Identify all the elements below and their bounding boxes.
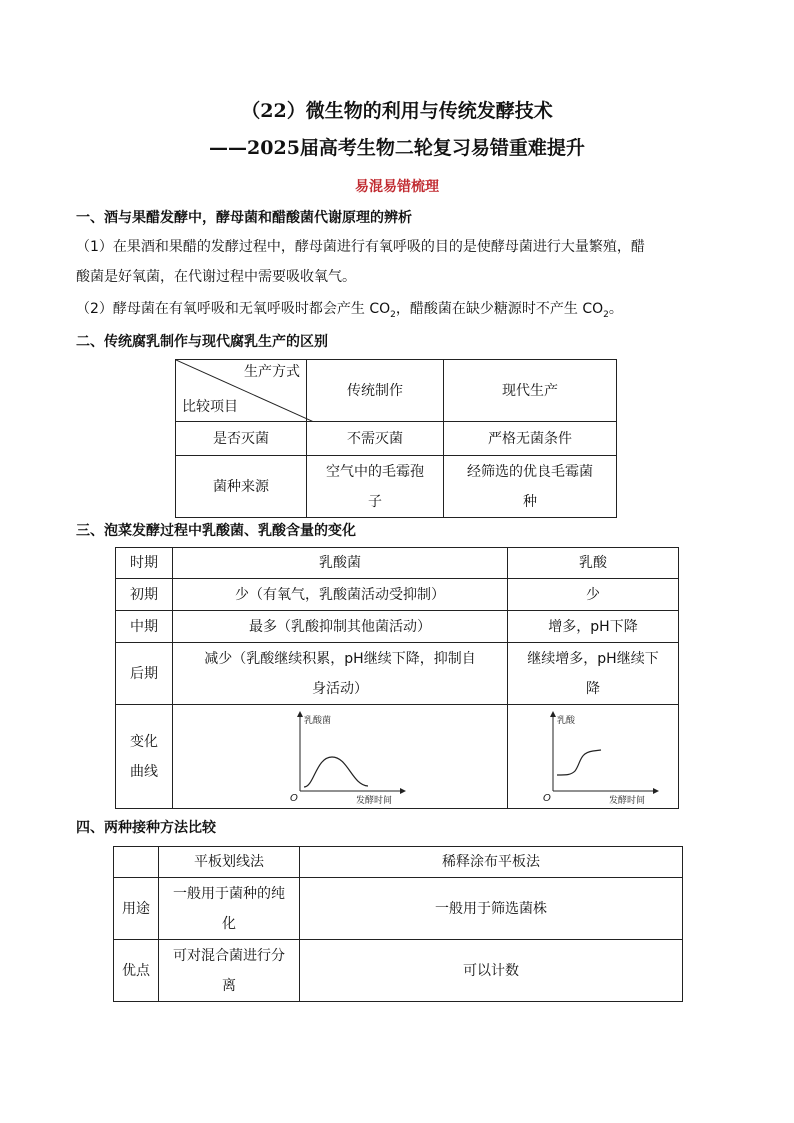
col-modern: 现代生产 xyxy=(444,360,617,422)
cell-line: 减少（乳酸继续积累，pH继续下降，抑制自 xyxy=(204,650,476,667)
y-axis-label: 乳酸 xyxy=(557,715,576,726)
section-label: 易混易错梳理 xyxy=(355,179,439,195)
cell-line: 化 xyxy=(222,915,236,932)
row-label: 用途 xyxy=(114,878,159,940)
cell-line: 可对混合菌进行分 xyxy=(173,947,285,964)
heading-s2: 二、传统腐乳制作与现代腐乳生产的区别 xyxy=(76,334,328,350)
cell: 可以计数 xyxy=(300,940,683,1002)
s1-p2-sub1: 2 xyxy=(390,309,396,320)
row-label: 优点 xyxy=(114,940,159,1002)
cell-line: 经筛选的优良毛霉菌 xyxy=(467,463,593,480)
heading-s3: 三、泡菜发酵过程中乳酸菌、乳酸含量的变化 xyxy=(76,523,356,539)
cell-line: 一般用于菌种的纯 xyxy=(173,885,285,902)
doc-title: （22）微生物的利用与传统发酵技术 xyxy=(241,100,553,122)
cell xyxy=(444,456,617,518)
origin-label: O xyxy=(290,792,298,804)
cell: 增多，pH下降 xyxy=(508,611,679,643)
acid-curve xyxy=(557,750,601,775)
cell xyxy=(307,456,444,518)
y-axis-arrow xyxy=(550,711,556,717)
bacteria-curve-graph xyxy=(270,707,410,807)
col-traditional: 传统制作 xyxy=(307,360,444,422)
cell-line: 离 xyxy=(222,977,236,994)
row-label: 中期 xyxy=(116,611,173,643)
heading-s1: 一、酒与果醋发酵中，酵母菌和醋酸菌代谢原理的辨析 xyxy=(76,210,412,226)
cell-line: 空气中的毛霉孢 xyxy=(326,463,424,480)
col-period: 时期 xyxy=(116,548,173,579)
cell: 少（有氧气，乳酸菌活动受抑制） xyxy=(173,579,508,611)
x-axis-arrow xyxy=(400,788,406,794)
heading-s4: 四、两种接种方法比较 xyxy=(76,820,216,836)
col-acid: 乳酸 xyxy=(508,548,679,579)
cell: 最多（乳酸抑制其他菌活动） xyxy=(173,611,508,643)
diag-bottom-label: 比较项目 xyxy=(182,399,238,415)
bacteria-curve xyxy=(304,757,368,787)
cell: 严格无菌条件 xyxy=(444,422,617,456)
cell xyxy=(159,878,300,940)
x-axis-label: 发酵时间 xyxy=(609,795,646,806)
cell xyxy=(159,940,300,1002)
diag-header-cell xyxy=(176,360,307,422)
cell: 不需灭菌 xyxy=(307,422,444,456)
col-bacteria: 乳酸菌 xyxy=(173,548,508,579)
row-label: 是否灭菌 xyxy=(176,422,307,456)
s1-paragraph-2 xyxy=(76,294,736,330)
cell: 少 xyxy=(508,579,679,611)
doc-subtitle: ——2025届高考生物二轮复习易错重难提升 xyxy=(209,137,585,159)
cell: 一般用于筛选菌株 xyxy=(300,878,683,940)
table-pickle xyxy=(115,547,679,809)
graph-cell-bacteria xyxy=(173,705,508,809)
row-label: 菌种来源 xyxy=(176,456,307,518)
y-axis-arrow xyxy=(297,711,303,717)
row-label: 初期 xyxy=(116,579,173,611)
table-inoculation xyxy=(113,846,683,1002)
col-streak: 平板划线法 xyxy=(159,847,300,878)
s1-paragraph-1 xyxy=(76,232,736,292)
y-axis-label: 乳酸菌 xyxy=(304,715,332,726)
s1-p2-b: ，醋酸菌在缺少糖源时不产生 CO xyxy=(395,301,604,317)
blank-header xyxy=(114,847,159,878)
cell-line: 种 xyxy=(523,493,537,510)
s1-p1-line1: （1）在果酒和果醋的发酵过程中，酵母菌进行有氧呼吸的目的是使酵母菌进行大量繁殖，醋 xyxy=(76,239,645,255)
origin-label: O xyxy=(543,792,551,804)
s1-p1-line2: 酸菌是好氧菌，在代谢过程中需要吸收氧气。 xyxy=(76,269,356,285)
graph-cell-acid xyxy=(508,705,679,809)
x-axis-arrow xyxy=(653,788,659,794)
table-fermentation-compare xyxy=(175,359,617,518)
cell xyxy=(508,643,679,705)
cell-line: 曲线 xyxy=(130,763,158,780)
row-label: 后期 xyxy=(116,643,173,705)
s1-p2-sub2: 2 xyxy=(603,309,609,320)
s1-p2-c: 。 xyxy=(608,301,623,317)
cell xyxy=(173,643,508,705)
col-spread: 稀释涂布平板法 xyxy=(300,847,683,878)
s1-p2-a: （2）酵母菌在有氧呼吸和无氧呼吸时都会产生 CO xyxy=(76,301,391,317)
x-axis-label: 发酵时间 xyxy=(356,795,393,806)
cell-line: 变化 xyxy=(130,733,158,750)
cell-line: 子 xyxy=(368,493,382,510)
cell-line: 降 xyxy=(586,680,600,697)
cell-line: 身活动） xyxy=(312,680,368,697)
cell-line: 继续增多，pH继续下 xyxy=(527,650,659,667)
row-label xyxy=(116,705,173,809)
diag-top-label: 生产方式 xyxy=(244,364,300,380)
acid-curve-graph xyxy=(523,707,663,807)
